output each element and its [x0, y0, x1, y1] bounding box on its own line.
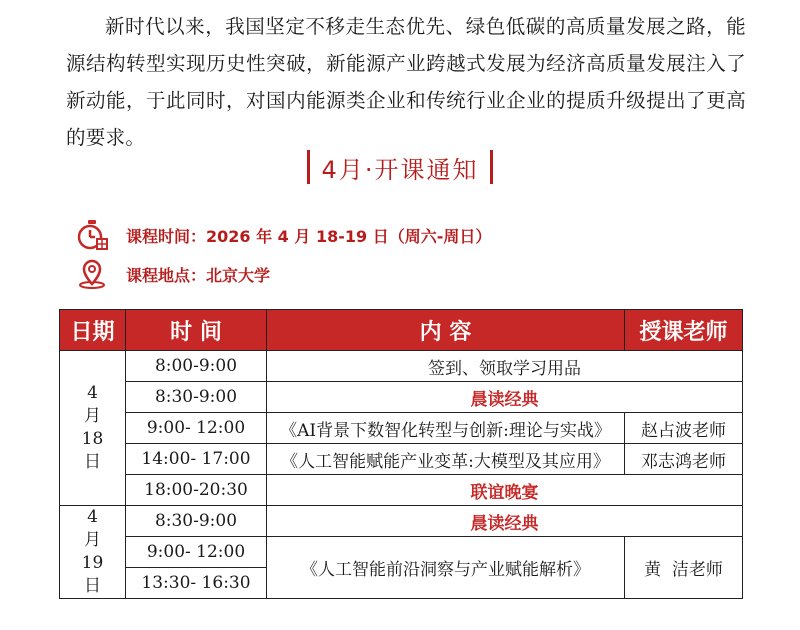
day1-date-line: 18 [81, 429, 104, 449]
header-teacher: 授课老师 [625, 310, 743, 351]
table-row [60, 351, 743, 382]
content-cell: 晨读经典 [267, 506, 743, 537]
day2-date-line: 19 [81, 553, 104, 573]
table-row [60, 413, 743, 444]
table-header-row [60, 310, 743, 351]
day1-date-cell [60, 351, 126, 506]
course-time: 课程时间：2026 年 4 月 18-19 日（周六-周日） [126, 226, 492, 246]
section-heading [0, 147, 800, 187]
day1-date-line: 月 [84, 406, 101, 426]
content-cell: 签到、领取学习用品 [267, 351, 743, 382]
time-cell: 14:00- 17:00 [126, 444, 267, 475]
heading-left-bar [307, 150, 310, 184]
section-title: 4月·开课通知 [321, 155, 479, 184]
course-place-row [76, 258, 270, 290]
course-place: 课程地点：北京大学 [126, 265, 271, 285]
table-row [60, 475, 743, 506]
intro-paragraph: 新时代以来，我国坚定不移走生态优先、绿色低碳的高质量发展之路，能源结构转型实现历史性突破，新能源产业跨越式发展为经济高质量发展注入了新动能，于此同时，对国内能源类企业和传统行业企业的提质升级提出了更高的要求。 [66, 15, 746, 149]
location-pin-icon [76, 258, 108, 290]
day2-date-line: 4 [87, 507, 98, 527]
merged-teacher-cell: 黄 洁老师 [625, 537, 743, 599]
teacher-cell: 赵占波老师 [625, 413, 743, 444]
heading-right-bar [490, 150, 493, 184]
day2-date-line: 日 [84, 576, 101, 596]
header-time: 时 间 [126, 310, 267, 351]
time-cell: 8:30-9:00 [126, 382, 267, 413]
time-cell: 18:00-20:30 [126, 475, 267, 506]
day1-date-line: 4 [87, 383, 98, 403]
time-cell: 13:30- 16:30 [126, 568, 267, 599]
content-cell: 《人工智能赋能产业变革:大模型及其应用》 [267, 444, 625, 475]
table-row [60, 382, 743, 413]
header-content: 内 容 [267, 310, 625, 351]
time-cell: 9:00- 12:00 [126, 537, 267, 568]
merged-content-cell: 《人工智能前沿洞察与产业赋能解析》 [267, 537, 625, 599]
time-cell: 9:00- 12:00 [126, 413, 267, 444]
time-cell: 8:00-9:00 [126, 351, 267, 382]
header-date: 日期 [60, 310, 126, 351]
table-row [60, 506, 743, 537]
course-time-row [76, 219, 491, 251]
stopwatch-icon [76, 219, 108, 251]
teacher-cell: 邓志鸿老师 [625, 444, 743, 475]
schedule-table [59, 309, 743, 599]
day2-date-cell [60, 506, 126, 599]
content-cell: 晨读经典 [267, 382, 743, 413]
table-row [60, 444, 743, 475]
table-row [60, 537, 743, 568]
day2-date-line: 月 [84, 530, 101, 550]
day1-date-line: 日 [84, 452, 101, 472]
content-cell: 联谊晚宴 [267, 475, 743, 506]
time-cell: 8:30-9:00 [126, 506, 267, 537]
content-cell: 《AI背景下数智化转型与创新:理论与实战》 [267, 413, 625, 444]
